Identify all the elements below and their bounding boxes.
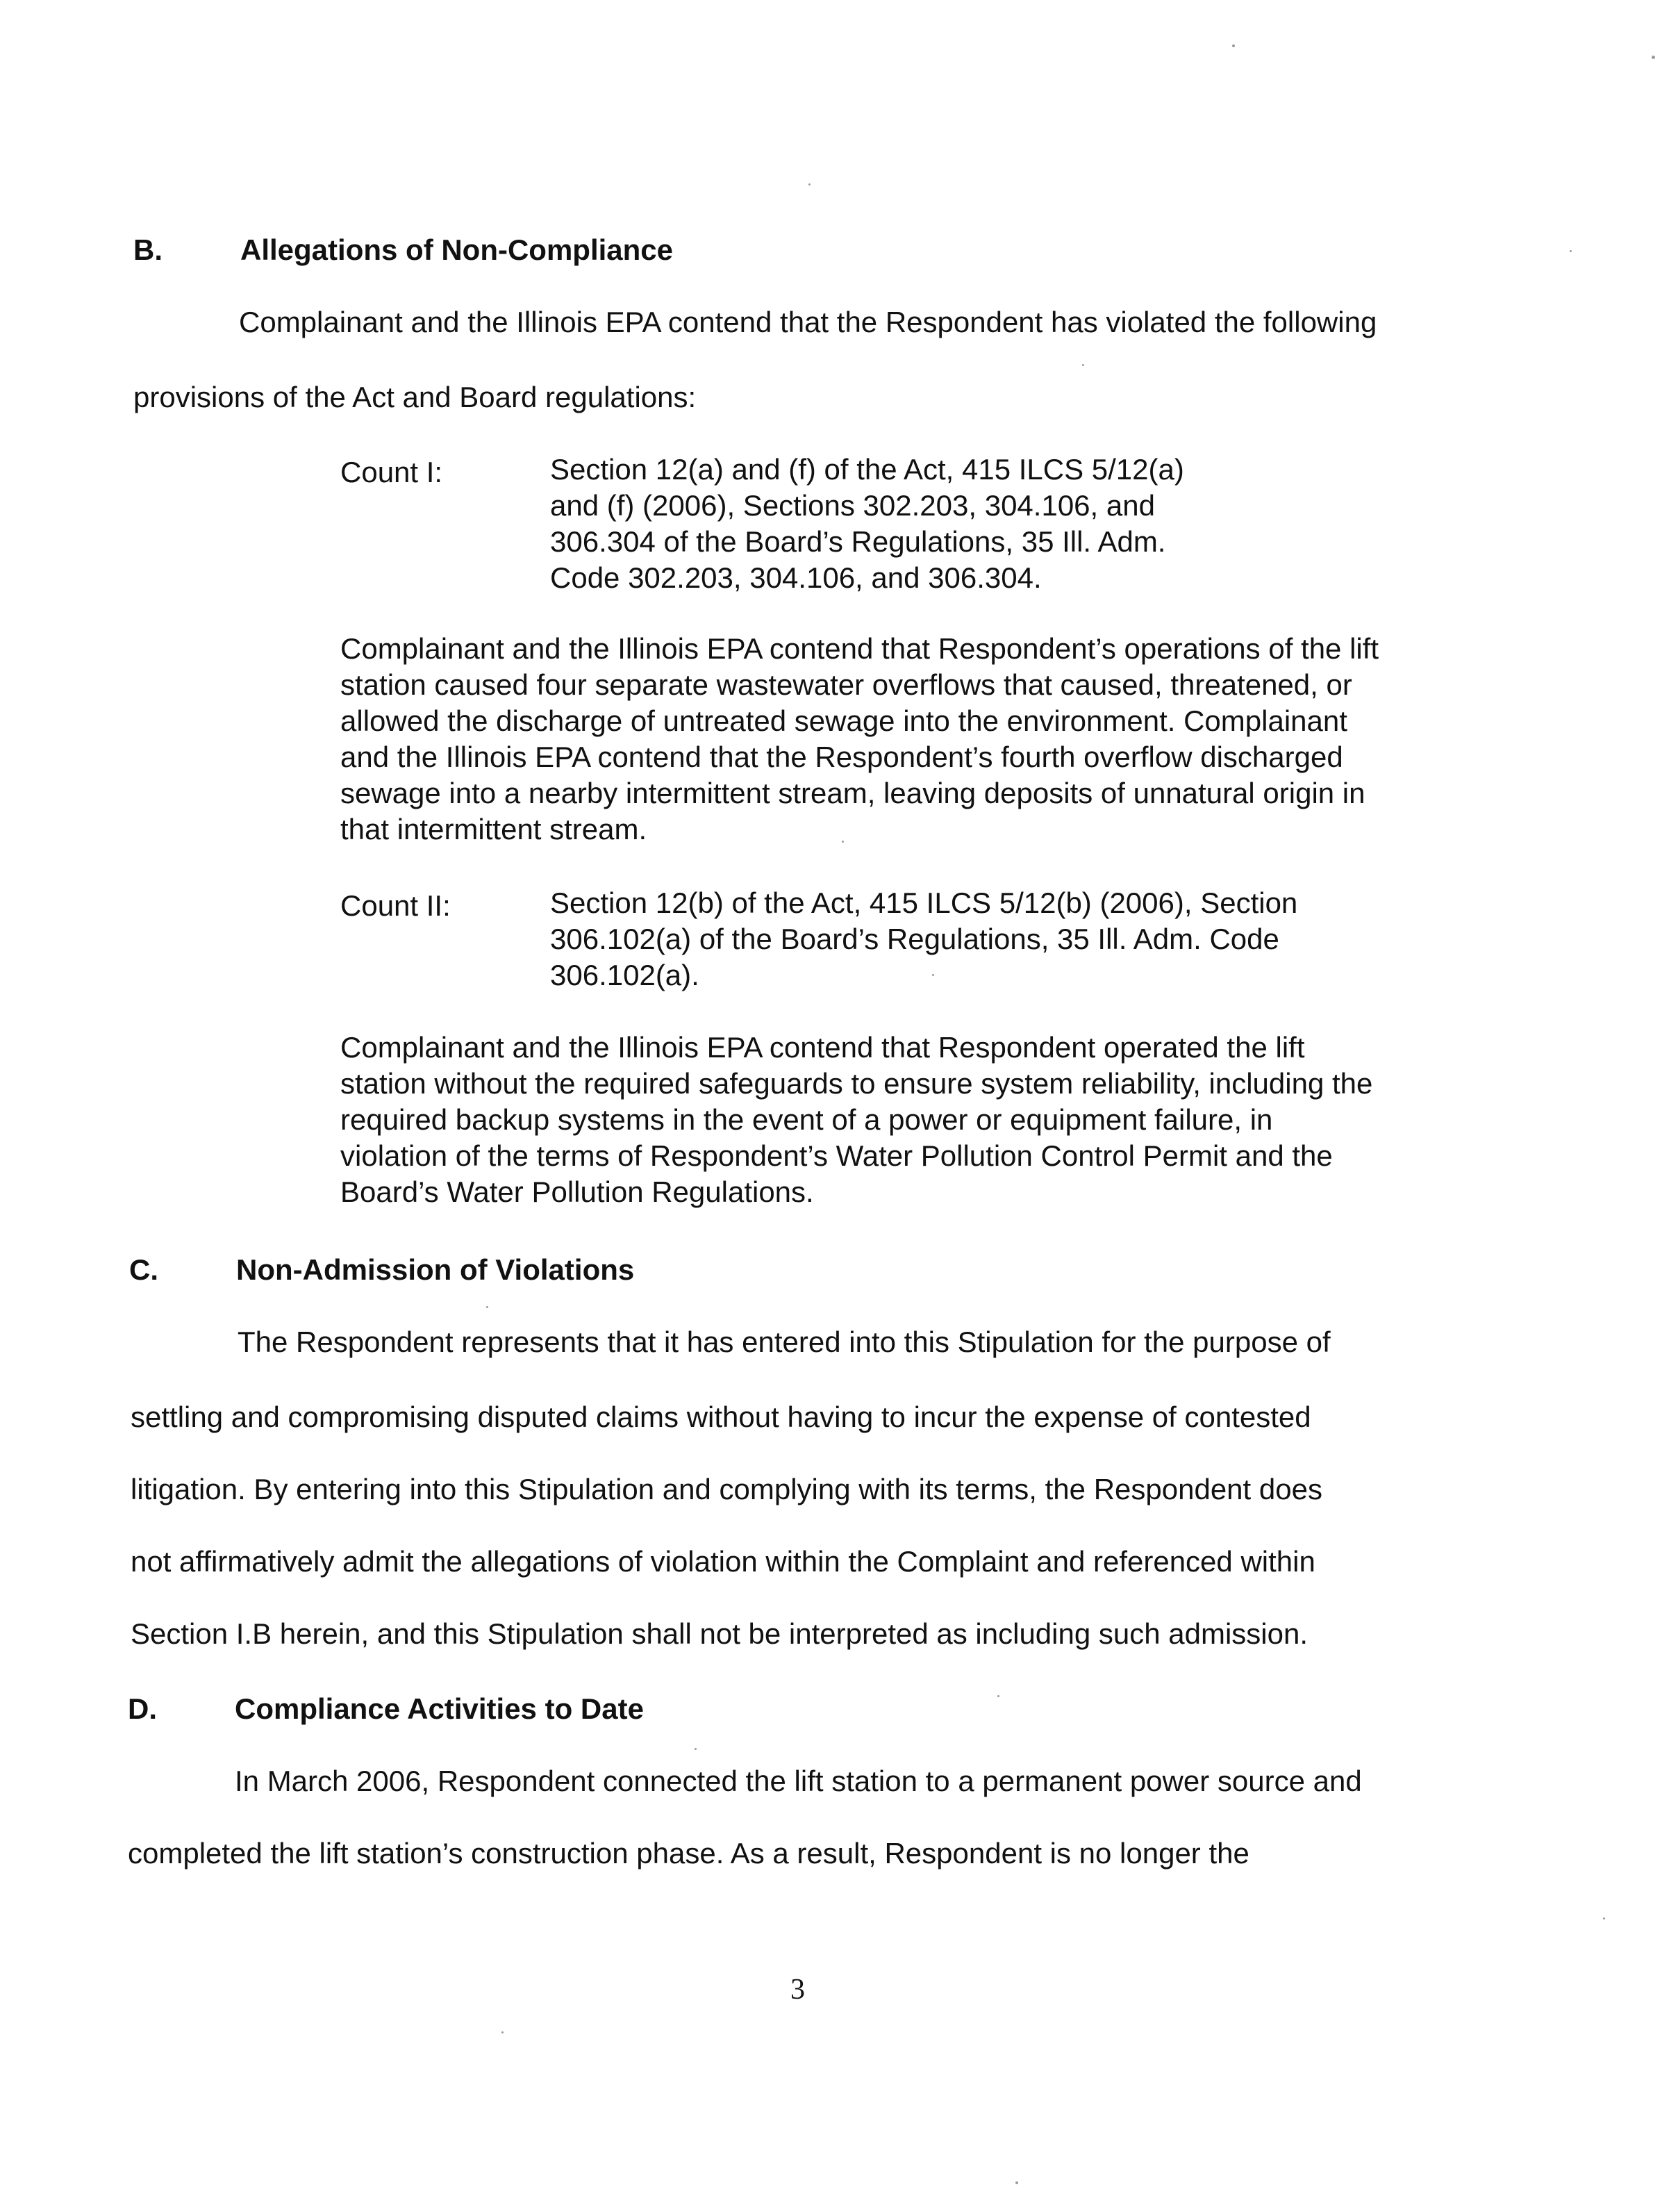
section-d-body-line: In March 2006, Respondent connected the lift station to a permanent power source and — [235, 1765, 1362, 1797]
section-c-body-line: The Respondent represents that it has entered into this Stipulation for the purpose of — [238, 1326, 1331, 1358]
section-c-letter: C. — [129, 1253, 158, 1286]
scan-speck — [1082, 364, 1084, 366]
count-2-explanation — [340, 1030, 1372, 1210]
count-1-explanation-line: station caused four separate wastewater overflows that caused, threatened, or — [340, 668, 1352, 701]
scan-speck — [1603, 1917, 1605, 1920]
count-1-explanation-line: allowed the discharge of untreated sewage into the environment. Complainant — [340, 704, 1347, 737]
count-2-explanation-line: violation of the terms of Respondent’s Water Pollution Control Permit and the — [340, 1139, 1333, 1172]
count-2-explanation-line: Complainant and the Illinois EPA contend that Respondent operated the lift — [340, 1031, 1305, 1064]
count-2-provision-line: 306.102(a) of the Board’s Regulations, 35 Ill. Adm. Code — [550, 923, 1279, 955]
section-b-intro-line: provisions of the Act and Board regulations: — [133, 381, 697, 413]
scan-speck — [1232, 44, 1235, 47]
section-c-body-line: settling and compromising disputed claims without having to incur the expense of contested — [131, 1401, 1311, 1433]
count-1-provision-line: and (f) (2006), Sections 302.203, 304.106, and — [550, 489, 1155, 522]
scan-speck — [808, 183, 811, 185]
count-1-provision-line: Section 12(a) and (f) of the Act, 415 ILCS 5/12(a) — [550, 453, 1184, 486]
section-b-intro-line: Complainant and the Illinois EPA contend that the Respondent has violated the following — [239, 306, 1377, 338]
count-1-explanation-line: sewage into a nearby intermittent stream, leaving deposits of unnatural origin in — [340, 777, 1365, 809]
page-number: 3 — [790, 1974, 805, 2006]
count-2-explanation-line: required backup systems in the event of a power or equipment failure, in — [340, 1103, 1273, 1136]
count-2-explanation-line: Board’s Water Pollution Regulations. — [340, 1175, 814, 1208]
count-1-provision-line: Code 302.203, 304.106, and 306.304. — [550, 561, 1042, 594]
section-b-letter: B. — [133, 233, 163, 266]
scan-speck — [501, 2031, 504, 2033]
scan-speck — [997, 1695, 999, 1697]
section-d-title: Compliance Activities to Date — [235, 1692, 644, 1725]
count-1-explanation — [340, 631, 1379, 848]
section-c-body-line: litigation. By entering into this Stipulation and complying with its terms, the Respondent does — [131, 1473, 1322, 1505]
section-c-body-line: not affirmatively admit the allegations of violation within the Complaint and referenced within — [131, 1545, 1315, 1578]
count-1-explanation-line: that intermittent stream. — [340, 813, 647, 845]
scan-speck — [486, 1306, 488, 1308]
count-1-explanation-line: and the Illinois EPA contend that the Respondent’s fourth overflow discharged — [340, 741, 1343, 773]
section-c-body-line: Section I.B herein, and this Stipulation shall not be interpreted as including such admission. — [131, 1617, 1309, 1650]
count-1-label: Count I: — [340, 456, 443, 488]
section-c-title: Non-Admission of Violations — [236, 1253, 635, 1286]
scan-speck — [1652, 56, 1655, 59]
section-d-letter: D. — [128, 1692, 157, 1725]
count-2-provision-line: 306.102(a). — [550, 959, 699, 991]
scan-speck — [842, 841, 844, 843]
scan-speck — [695, 1748, 697, 1750]
count-2-provision-line: Section 12(b) of the Act, 415 ILCS 5/12(b) (2006), Section — [550, 886, 1298, 919]
count-1-explanation-line: Complainant and the Illinois EPA contend that Respondent’s operations of the lift — [340, 632, 1379, 665]
scan-speck — [932, 974, 934, 976]
count-2-provisions — [550, 885, 1297, 993]
count-1-provision-line: 306.304 of the Board’s Regulations, 35 Ill. Adm. — [550, 525, 1166, 558]
section-b-title: Allegations of Non-Compliance — [240, 233, 674, 266]
scan-speck — [1570, 250, 1572, 252]
section-d-body-line: completed the lift station’s construction phase. As a result, Respondent is no longer the — [128, 1837, 1249, 1870]
count-2-explanation-line: station without the required safeguards to ensure system reliability, including the — [340, 1067, 1373, 1100]
count-1-provisions — [550, 452, 1184, 596]
count-2-label: Count II: — [340, 889, 451, 922]
scan-speck — [1015, 2181, 1018, 2184]
